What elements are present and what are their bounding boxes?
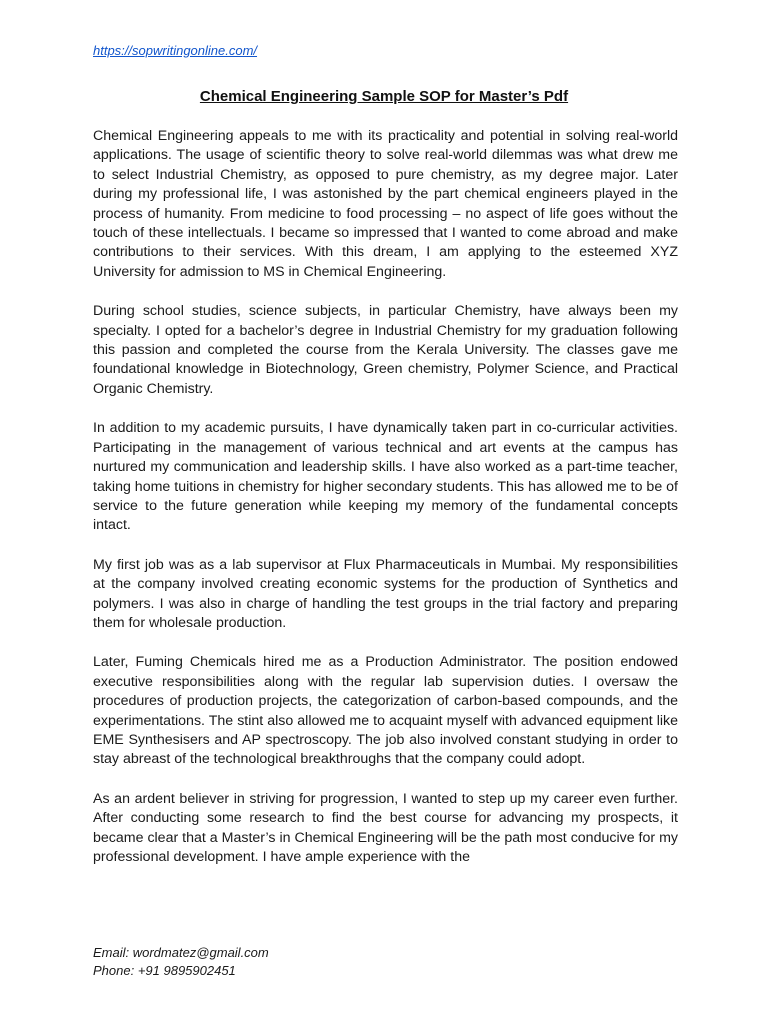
- paragraph-second-job: Later, Fuming Chemicals hired me as a Production Administrator. The position endowed executive responsibilities along with the regular lab supervision duties. I oversaw the procedures of production projects, the categorization of carbon-based compounds, and the experimentations. The stint also allowed me to acquaint myself with advanced equipment like EME Synthesisers and AP spectroscopy. The job also involved constant studying in order to stay abreast of the technological breakthroughs that the company could adopt.: [93, 654, 678, 768]
- paragraph-first-job: My first job was as a lab supervisor at Flux Pharmaceuticals in Mumbai. My responsibilities at the company involved creating economic systems for the production of Synthetics and polymers. I was also in charge of handling the test groups in the trial factory and preparing them for wholesale production.: [93, 556, 678, 631]
- paragraph-education: During school studies, science subjects, in particular Chemistry, have always been my specialty. I opted for a bachelor’s degree in Industrial Chemistry for my graduation following this passion and completed the course from the Kerala University. The classes gave me foundational knowledge in Biotechnology, Green chemistry, Polymer Science, and Practical Organic Chemistry.: [93, 303, 678, 397]
- document-title: Chemical Engineering Sample SOP for Master’s Pdf: [199, 88, 569, 105]
- footer-phone: Phone: +91 9895902451: [93, 963, 236, 978]
- footer-email: Email: wordmatez@gmail.com: [93, 945, 269, 960]
- website-link[interactable]: https://sopwritingonline.com/: [93, 43, 258, 58]
- paragraph-activities: In addition to my academic pursuits, I have dynamically taken part in co-curricular activities. Participating in the management of various technical and art events at the campus has nurtured my communication and leadership skills. I have also worked as a part-time teacher, taking home tuitions in chemistry for higher secondary students. This has allowed me to be of service to the future generation while keeping my memory of the fundamental concepts intact.: [93, 420, 678, 534]
- paragraph-intro: Chemical Engineering appeals to me with its practicality and potential in solving real-world applications. The usage of scientific theory to solve real-world dilemmas was what drew me to select Industrial Chemistry, as opposed to pure chemistry, as my degree major. Later during my professional life, I was astonished by the part chemical engineers played in the process of humanity. From medicine to food processing – no aspect of life goes without the touch of these intellectuals. I became so impressed that I wanted to come abroad and make contributions to their services. With this dream, I am applying to the esteemed XYZ University for admission to MS in Chemical Engineering.: [93, 128, 678, 280]
- contact-footer: [93, 944, 269, 980]
- document-body: [93, 127, 678, 887]
- paragraph-motivation: As an ardent believer in striving for progression, I wanted to step up my career even further. After conducting some research to find the best course for advancing my prospects, it became clear that a Master’s in Chemical Engineering will be the path most conducive for my professional development. I have ample experience with the: [93, 790, 678, 865]
